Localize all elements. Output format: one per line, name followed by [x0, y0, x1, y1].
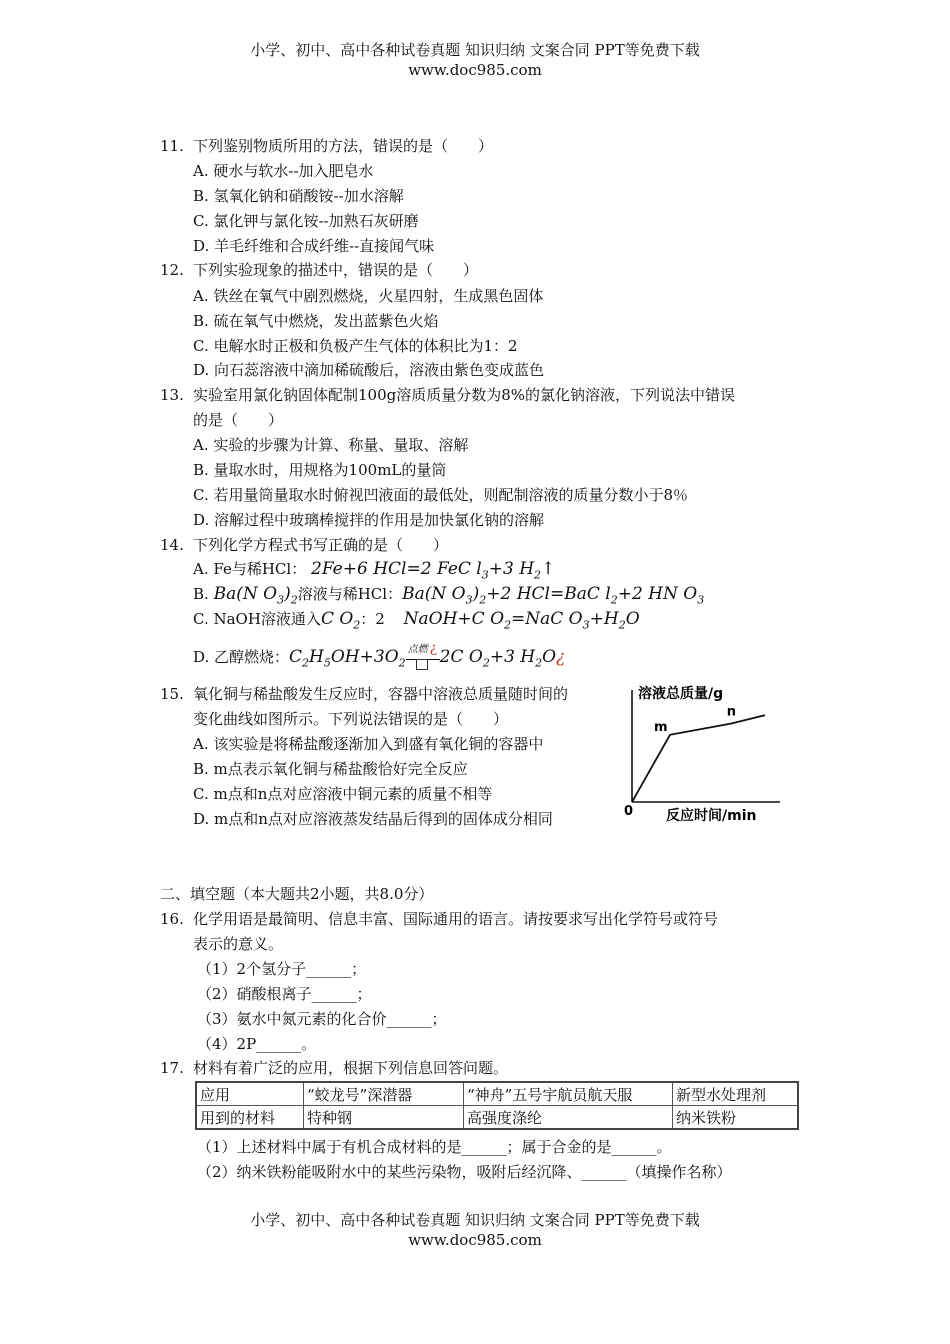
- q11-option-c: C. 氯化钾与氯化铵--加熟石灰研磨: [193, 212, 419, 230]
- table-cell: 纳米铁粉: [673, 1106, 799, 1130]
- materials-table: [195, 1081, 799, 1130]
- q11-stem: 下列鉴别物质所用的方法，错误的是（ ）: [193, 137, 494, 155]
- page-footer: [0, 1210, 950, 1250]
- q14-equation-d: $C_2H_5OH+3O_2$: [289, 647, 406, 670]
- q13-option-a: A. 实验的步骤为计算、称量、量取、溶解: [193, 436, 469, 454]
- q12-option-c: C. 电解水时正极和负极产生气体的体积比为1：2: [193, 337, 518, 355]
- q15-stem-line1: 氧化铜与稀盐酸发生反应时，容器中溶液总质量随时间的: [193, 685, 569, 703]
- q12-number: 12.: [160, 261, 184, 279]
- q15-option-c: C. m点和n点对应溶液中铜元素的质量不相等: [193, 785, 493, 803]
- q15-option-d: D. m点和n点对应溶液蒸发结晶后得到的固体成分相同: [193, 810, 553, 828]
- table-cell: 用到的材料: [196, 1106, 304, 1130]
- q14-option-a-label: A. Fe与稀HCl：: [193, 560, 307, 578]
- table-cell: “蛟龙号”深潜器: [304, 1082, 464, 1106]
- q16-item-3: （3）氨水中氮元素的化合价______；: [197, 1010, 447, 1028]
- q12-option-d: D. 向石蕊溶液中滴加稀硫酸后，溶液由紫色变成蓝色: [193, 361, 545, 379]
- q14-error-glyph: ¿: [429, 639, 438, 656]
- mass-curve: [632, 715, 765, 802]
- x-axis-label: 反应时间/min: [666, 808, 757, 824]
- q11-option-a: A. 硬水与软水--加入肥皂水: [193, 162, 374, 180]
- q12-option-a: A. 铁丝在氧气中剧烈燃烧，火星四射，生成黑色固体: [193, 287, 544, 305]
- q13-option-c: C. 若用量筒量取水时俯视凹液面的最低处，则配制溶液的质量分数小于8％: [193, 486, 689, 504]
- q16-item-4: （4）2P______。: [197, 1035, 317, 1053]
- q17-item-2: （2）纳米铁粉能吸附水中的某些污染物，吸附后经沉降、______（填操作名称）: [197, 1163, 732, 1181]
- point-m-label: m: [654, 719, 668, 735]
- table-cell: 特种钢: [304, 1106, 464, 1130]
- point-n-label: n: [726, 704, 737, 720]
- q14-option-b-label: B.: [193, 585, 209, 603]
- q14-formula-co2: C $O_2$: [320, 609, 361, 632]
- footer-line1: 小学、初中、高中各种试卷真题 知识归纳 文案合同 PPT等免费下载: [250, 1211, 700, 1229]
- q12-option-b: B. 硫在氧气中燃烧，发出蓝紫色火焰: [193, 312, 439, 330]
- q15-number: 15.: [160, 685, 184, 703]
- table-cell: 新型水处理剂: [673, 1082, 799, 1106]
- q14-option-d: [193, 639, 566, 674]
- table-cell: 应用: [196, 1082, 304, 1106]
- q15-option-b: B. m点表示氧化铜与稀盐酸恰好完全反应: [193, 760, 468, 778]
- table-cell: 高强度涤纶: [464, 1106, 673, 1130]
- q14-stem: 下列化学方程式书写正确的是（ ）: [193, 536, 449, 554]
- q17-item-1: （1）上述材料中属于有机合成材料的是______；属于合金的是______。: [197, 1138, 672, 1156]
- q11-option-b: B. 氢氧化钠和硝酸铵--加水溶解: [193, 187, 404, 205]
- q14-equation-a: 2Fe+6 HCl=2 FeC $l_3+3$ $H_2↑$: [310, 559, 556, 582]
- q16-stem-line1: 化学用语是最简明、信息丰富、国际通用的语言。请按要求写出化学符号或符号: [193, 910, 719, 928]
- q14-option-b-mid: 溶液与稀HCl：: [297, 585, 403, 603]
- q14-equation-c: NaOH+C $O_2=NaC$ $O_3+H_2O$: [403, 609, 640, 632]
- q16-item-2: （2）硝酸根离子______；: [197, 985, 372, 1003]
- table-cell: “神舟”五号宇航员航天服: [464, 1082, 673, 1106]
- q13-number: 13.: [160, 386, 184, 404]
- table-row: [196, 1082, 798, 1106]
- q13-option-b: B. 量取水时，用规格为100mL的量筒: [193, 461, 447, 479]
- q14-reaction-arrow: [406, 639, 440, 660]
- footer-url: www.doc985.com: [408, 1231, 542, 1249]
- q14-option-c-mid: ：2: [360, 610, 385, 628]
- q14-formula-bano3: Ba(N $O_3)_2$: [213, 584, 298, 607]
- q14-option-c-label: C. NaOH溶液通入: [193, 610, 321, 628]
- q13-stem-line1: 实验室用氯化钠固体配制100g溶质质量分数为8%的氯化钠溶液，下列说法中错误: [193, 386, 736, 404]
- q14-number: 14.: [160, 536, 184, 554]
- q16-number: 16.: [160, 910, 184, 928]
- q14-condition-label: 点燃: [407, 643, 428, 655]
- q17-number: 17.: [160, 1059, 184, 1077]
- page-header: [0, 40, 950, 80]
- q16-item-1: （1）2个氢分子______；: [197, 960, 367, 978]
- q14-equation-d-products: 2C $O_2+3$ $H_2O¿$: [439, 647, 566, 670]
- q15-option-a: A. 该实验是将稀盐酸逐渐加入到盛有氧化铜的容器中: [193, 735, 544, 753]
- y-axis-label: 溶液总质量/g: [638, 686, 724, 702]
- q16-stem-line2: 表示的意义。: [193, 935, 284, 953]
- q11-option-d: D. 羊毛纤维和合成纤维--直接闻气味: [193, 237, 435, 255]
- q12-stem: 下列实验现象的描述中，错误的是（ ）: [193, 261, 479, 279]
- q17-stem: 材料有着广泛的应用，根据下列信息回答问题。: [193, 1059, 509, 1077]
- table-row: [196, 1106, 798, 1130]
- q13-option-d: D. 溶解过程中玻璃棒搅拌的作用是加快氯化钠的溶解: [193, 511, 545, 529]
- q13-stem-line2: 的是（ ）: [193, 411, 284, 429]
- q11-number: 11.: [160, 137, 184, 155]
- header-line1: 小学、初中、高中各种试卷真题 知识归纳 文案合同 PPT等免费下载: [250, 41, 700, 59]
- q14-option-d-label: D. 乙醇燃烧：: [193, 648, 290, 666]
- mass-time-graph: [618, 680, 788, 830]
- section-2-title: 二、填空题（本大题共2小题，共8.0分）: [160, 885, 434, 903]
- origin-label: 0: [624, 804, 634, 819]
- q15-stem-line2: 变化曲线如图所示。下列说法错误的是（ ）: [193, 710, 509, 728]
- header-url: www.doc985.com: [408, 61, 542, 79]
- q14-option-c: [193, 608, 640, 636]
- q14-box-glyph: [416, 659, 428, 670]
- q14-equation-b: Ba(N $O_3)_2+2$ HCl=BaC $l_2+2$ HN $O_3$: [402, 584, 705, 607]
